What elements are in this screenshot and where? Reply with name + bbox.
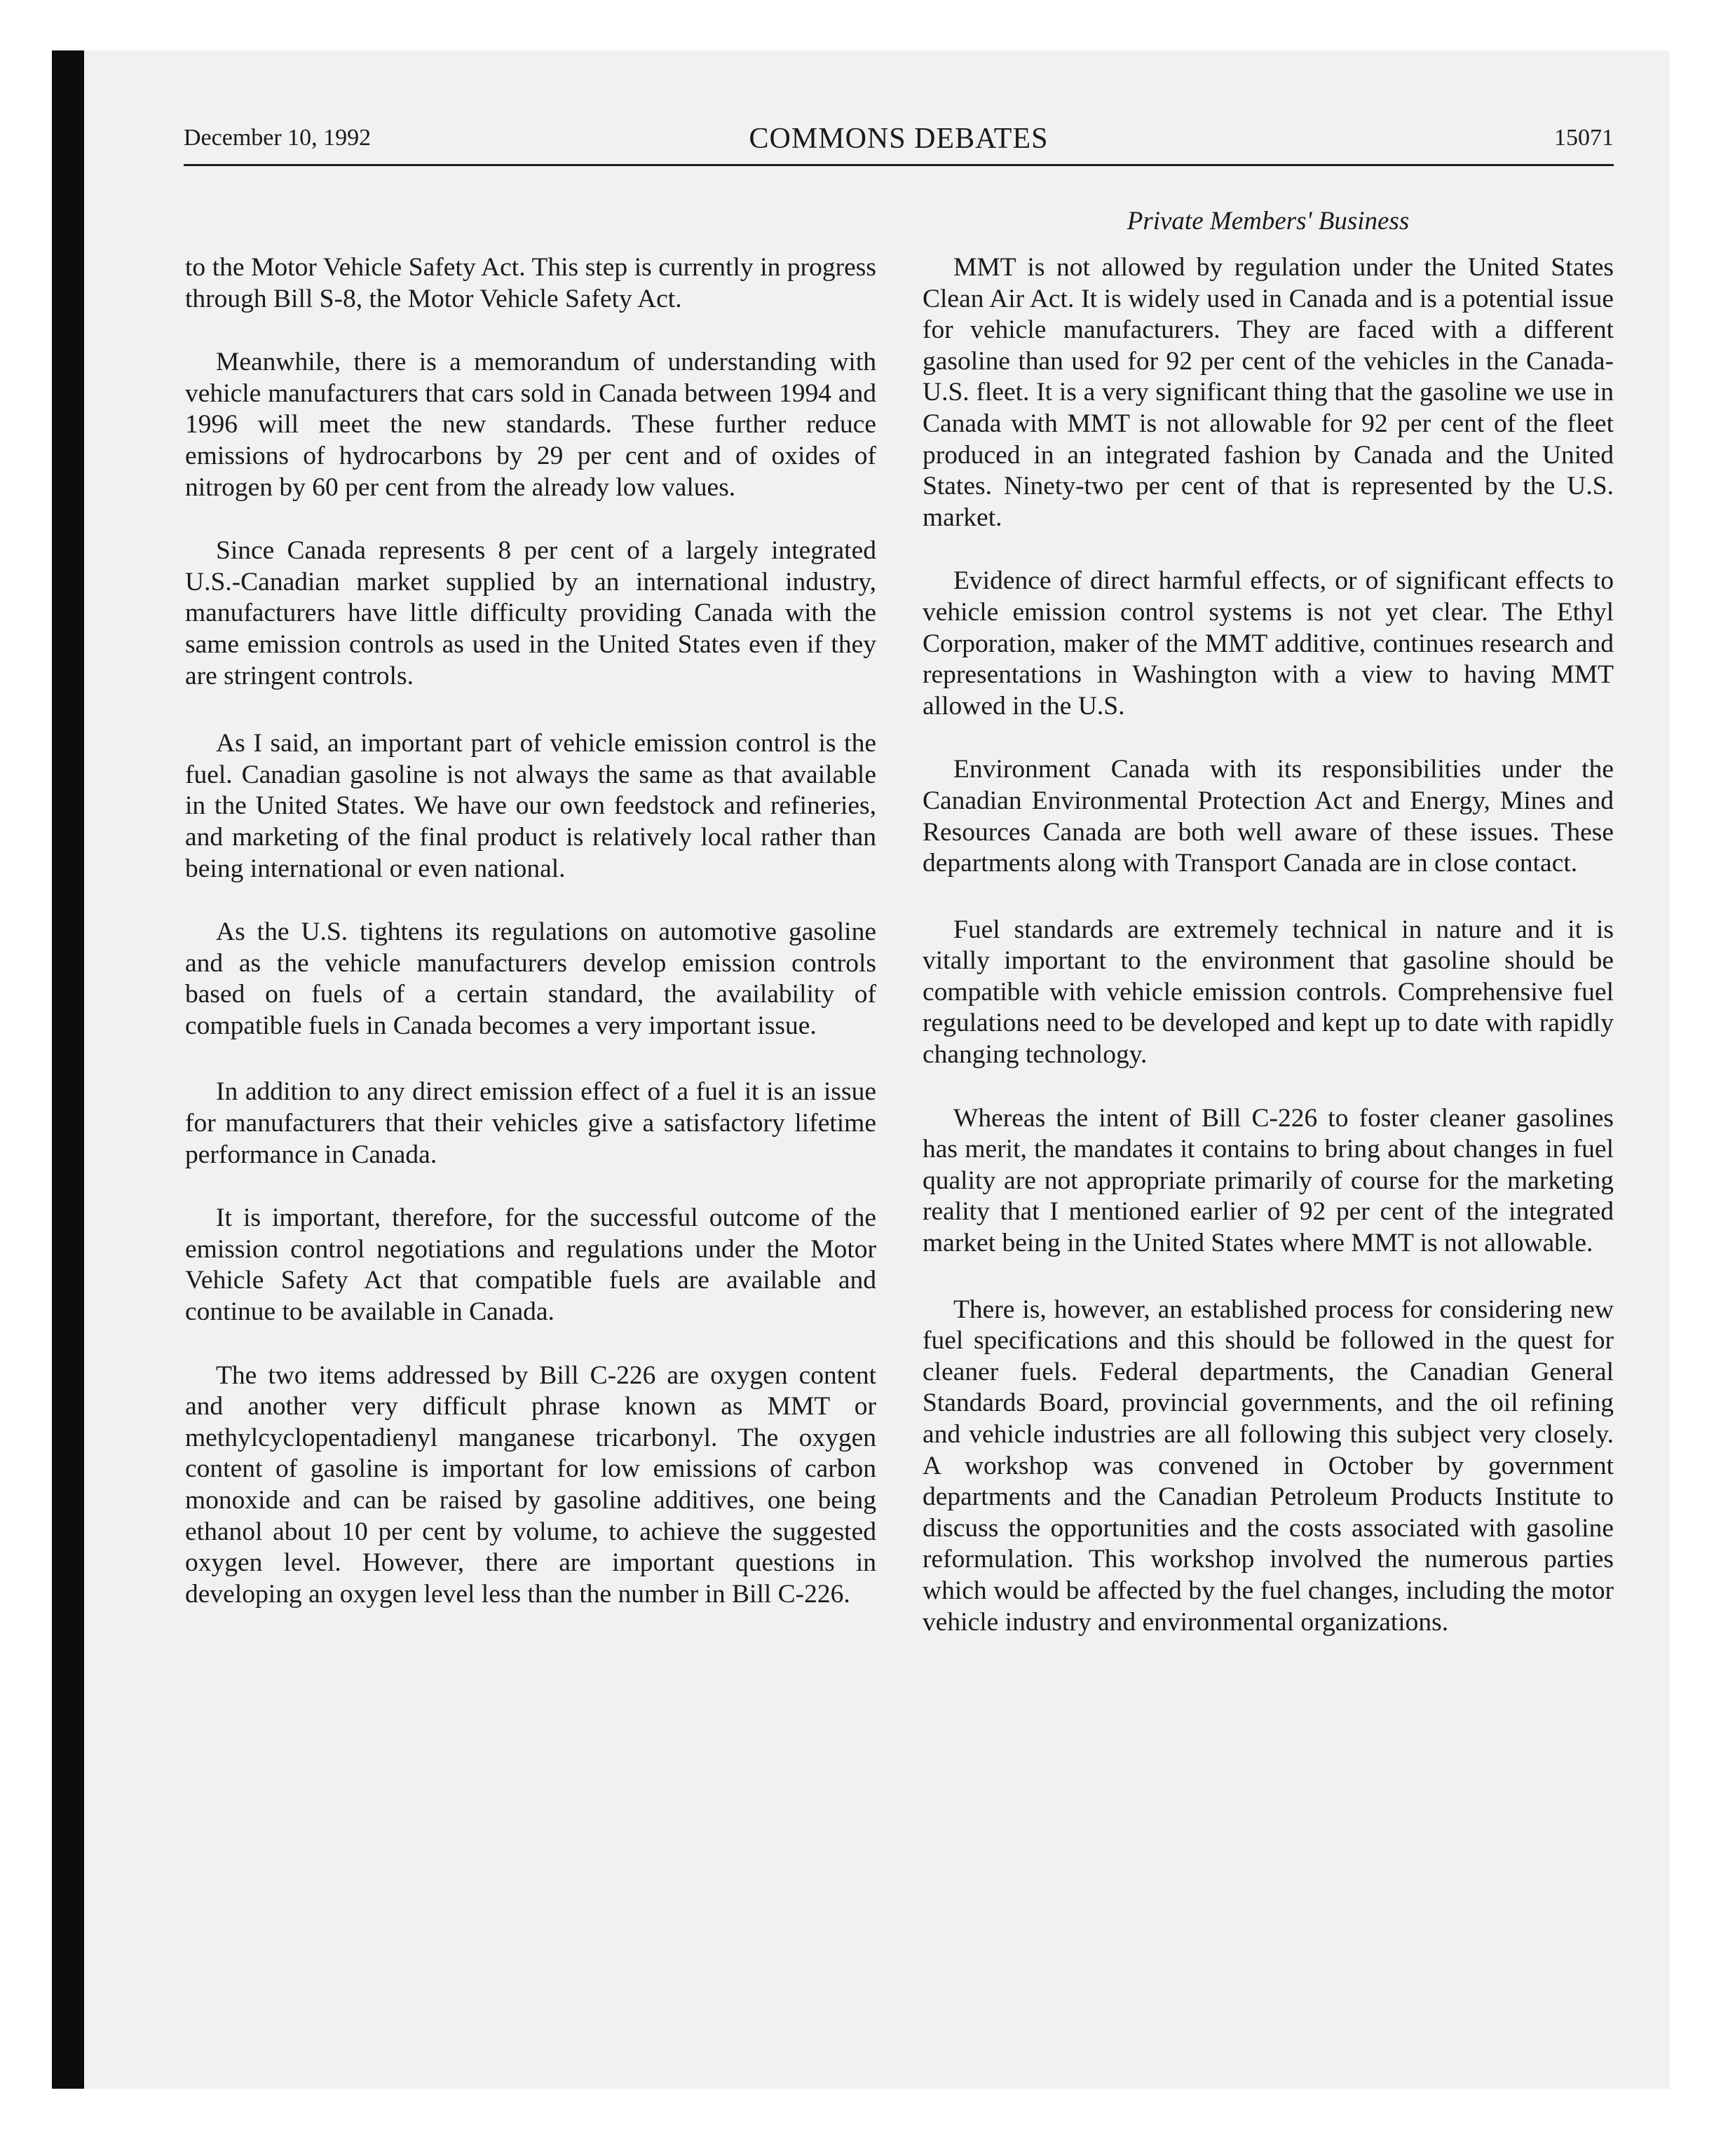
header-title: COMMONS DEBATES (749, 123, 1049, 155)
paragraph: Fuel standards are extremely technical in nature and it is vitally important to the environment that gasoline should be compatible with vehicle emission controls. Comprehensive fuel regulations need to be developed and kept up to date with rapidly changing technology. (923, 915, 1614, 1070)
paragraph: As the U.S. tightens its regulations on automotive gasoline and as the vehicle manufacturers develop emission controls based on fuels of a certain standard, the availability of compatible fuels in Canada becomes a very important issue. (185, 917, 876, 1040)
paragraph: It is important, therefore, for the successful outcome of the emission control negotiations and regulations under the Motor Vehicle Safety Act that compatible fuels are available and continue to be available in Canada. (185, 1203, 876, 1327)
paragraph: Whereas the intent of Bill C-226 to foster cleaner gasolines has merit, the mandates it contains to bring about changes in fuel quality are not appropriate primarily of course for the marketing reality that I mentioned earlier of 92 per cent of the integrated market being in the United States where MMT is not allowable. (923, 1103, 1614, 1258)
right-column (923, 252, 1614, 1638)
paragraph: Meanwhile, there is a memorandum of understanding with vehicle manufacturers that cars sold in Canada between 1994 and 1996 will meet the new standards. These further reduce emissions of hydrocarbons by 29 per cent and of oxides of nitrogen by 60 per cent from the already low values. (185, 348, 876, 502)
running-header (184, 123, 1614, 166)
paragraph: Environment Canada with its responsibilities under the Canadian Environmental Protection Act and Energy, Mines and Resources Canada are both well aware of these issues. These departments along with Transport Canada are in close contact. (923, 755, 1614, 878)
section-title: Private Members' Business (1127, 207, 1410, 236)
left-column (185, 252, 876, 1610)
paragraph: In addition to any direct emission effect of a fuel it is an issue for manufacturers that their vehicles give a satisfactory lifetime performance in Canada. (185, 1077, 876, 1169)
paragraph: Since Canada represents 8 per cent of a largely integrated U.S.-Canadian market supplied by an international industry, manufacturers have little difficulty providing Canada with the same emission controls as used in the United States even if they are stringent controls. (185, 536, 876, 690)
binding-shadow (52, 50, 84, 2089)
paragraph: MMT is not allowed by regulation under the United States Clean Air Act. It is widely used in Canada and is a potential issue for vehicle manufacturers. They are faced with a different gasoline than used for 92 per cent of the vehicles in the Canada-U.S. fleet. It is a very significant thing that the gasoline we use in Canada with MMT is not allowable for 92 per cent of the fleet produced in an integrated fashion by Canada and the United States. Ninety-two per cent of that is represented by the U.S. market. (923, 253, 1614, 532)
paragraph: The two items addressed by Bill C-226 are oxygen content and another very difficult phrase known as MMT or methylcyclopentadienyl manganese tricarbonyl. The oxygen content of gasoline is important for low emissions of carbon monoxide and can be raised by gasoline additives, one being ethanol about 10 per cent by volume, to achieve the suggested oxygen level. However, there are important questions in developing an oxygen level less than the number in Bill C-226. (185, 1360, 876, 1609)
paragraph: As I said, an important part of vehicle emission control is the fuel. Canadian gasoline is not always the same as that available in the United States. We have our own feedstock and refineries, and marketing of the final product is relatively local rather than being international or even national. (185, 729, 876, 883)
paragraph: There is, however, an established process for considering new fuel specifications and this should be followed in the quest for cleaner fuels. Federal departments, the Canadian General Standards Board, provincial governments, and the oil refining and vehicle industries are all following this subject very closely. A workshop was convened in October by government departments and the Canadian Petroleum Products Institute to discuss the opportunities and the costs associated with gasoline reformulation. This workshop involved the numerous parties which would be affected by the fuel changes, including the motor vehicle industry and environmental organizations. (923, 1295, 1614, 1637)
header-date: December 10, 1992 (184, 125, 372, 151)
page-number: 15071 (1554, 125, 1614, 151)
paragraph: Evidence of direct harmful effects, or of significant effects to vehicle emission control systems is not yet clear. The Ethyl Corporation, maker of the MMT additive, continues research and representations in Washington with a view to having MMT allowed in the U.S. (923, 566, 1614, 721)
paragraph: to the Motor Vehicle Safety Act. This step is currently in progress through Bill S-8, the Motor Vehicle Safety Act. (185, 253, 876, 313)
